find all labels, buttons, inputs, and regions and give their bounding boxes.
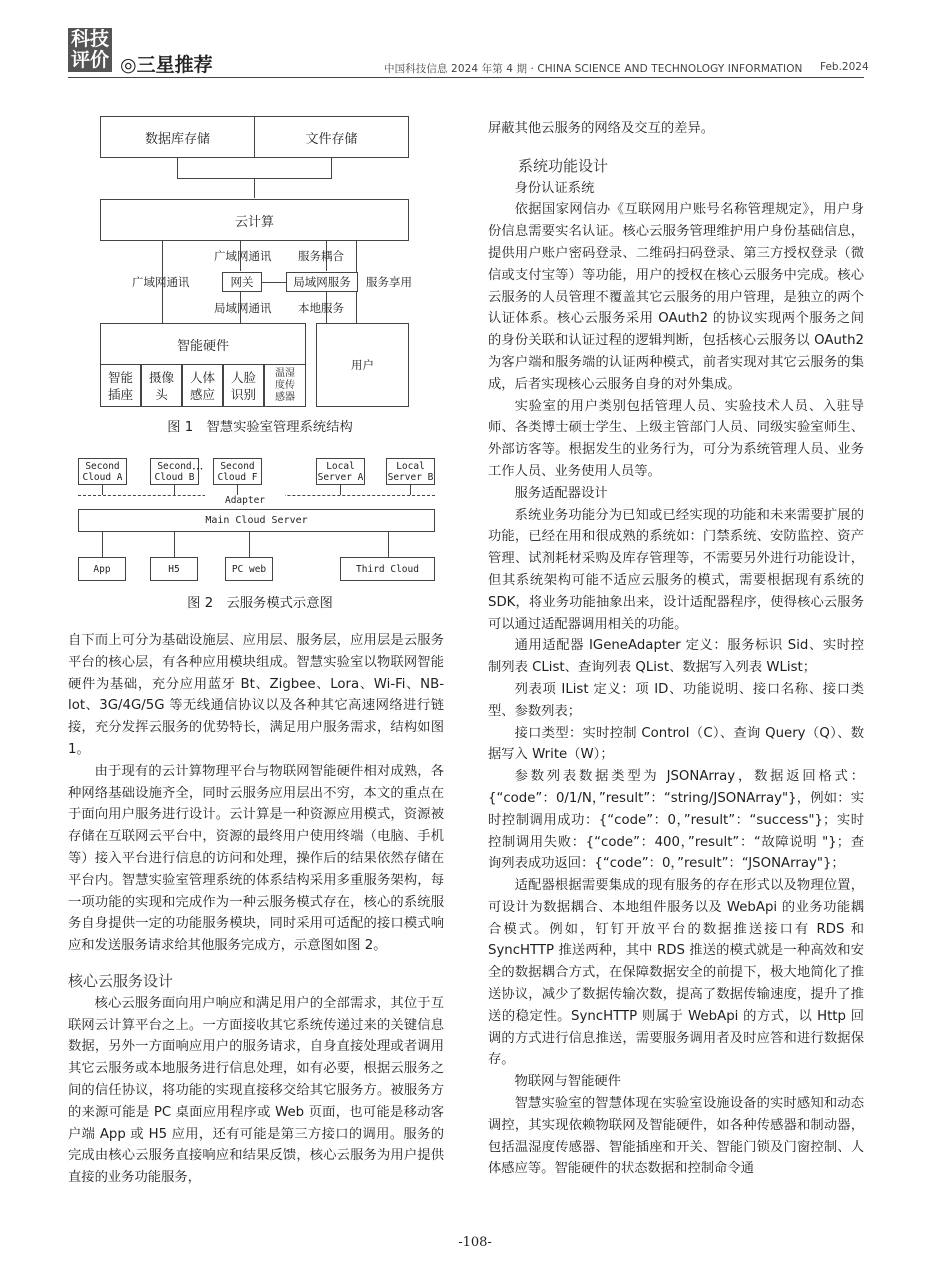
section-heading: 系统功能设计 [518,156,609,175]
device-box: 智能 插座 [100,364,141,407]
cloud-box: Local Server B [386,458,435,485]
paragraph: 系统业务功能分为已知或已经实现的功能和未来需要扩展的功能，已经在用和很成熟的系统如：门禁系统、安防监控、资产管理、试剂耗材采购及库存管理等，不需要另外进行功能设计，但其系统架构可能不适应云服务的模式，需要根据现有系统的 SDK，将业务功能抽象出来，设计适配器程序，使得核心云服务可以通过适配器调用相关的功能。 [488,507,864,632]
logo-line1: 科技 [70,28,109,50]
paragraph: 参数列表数据类型为 JSONArray，数据返回格式：{“code”：0/1/N，”result”：“string/JSONArray"}，例如：实时控制调用成功：{“code”：0，”result”：“success"}；实时控制调用失败：{“code”：400，”result”：“故障说明 "}；查询列表成功返回：{“code”：0，”result”：“JSONArray"}； [488,769,864,872]
cloud-box: Second Cloud F [213,458,262,485]
client-box: PC web [225,557,273,581]
ellipsis: ··· [192,462,204,476]
connector [249,532,250,557]
service-share-label: 服务享用 [366,275,412,289]
lan-comm-label: 局域网通讯 [214,301,272,315]
paragraph: 接口类型：实时控制 Control（C）、查询 Query（Q）、数据写入 Write（W）； [488,725,864,763]
logo-line2: 评价 [70,49,109,71]
paragraph: 核心云服务面向用户响应和满足用户的全部需求，其位于互联网云计算平台之上。一方面接收其它系统传递过来的关键信息数据，另外一方面响应用户的服务请求，自身直接处理或者调用其它云服务或本地服务进行信息处理，如有必要，根据云服务之间的信任协议，将功能的实现直接移交给其它服务方。被服务方的来源可能是 PC 桌面应用程序或 Web 页面，也可能是移动客户端 App 或 H5 应用，还有可能是第三方接口的调用。服务的完成由核心云服务直接响应和结果反馈，核心云服务为用户提供直接的业务功能服务， [68,995,444,1186]
file-storage-box: 文件存储 [254,116,409,158]
subsection-heading: 物联网与智能硬件 [514,1074,621,1090]
paragraph: 列表项 IList 定义：项 ID、功能说明、接口名称、接口类型、参数列表； [488,681,864,719]
connector [237,485,238,495]
paragraph: 实验室的用户类别包括管理人员、实验技术人员、入驻导师、各类博士硕士学生、上级主管部门人员、同级实验室师生、外部访客等。根据发生的业务行为，可分为系统管理人员、业务工作人员、业务使用人员等。 [488,398,864,479]
user-box: 用户 [316,323,409,407]
paragraph: 适配器根据需要集成的现有服务的存在形式以及物理位置，可设计为数据耦合、本地组件服务以及 WebApi 的业务功能耦合模式。例如，钉钉开放平台的数据推送接口有 RDS 和 SyncHTTP 推送两种，其中 RDS 推送的模式就是一种高效和安全的数据耦合方式，在保障数据安全的前提下，极大地简化了推送协议，减少了数据传输次数，提高了数据传输速度，提升了推送的稳定性。SyncHTTP 则属于 WebApi 的方式，以 Http 回调的方式进行信息推送，需要服务调用者及时应答和进行数据保存。 [488,878,864,1068]
service-coupling-label: 服务耦合 [298,249,344,263]
figure1-diagram [90,108,430,413]
section-heading: 核心云服务设计 [68,971,174,990]
device-box: 摄像 头 [141,364,182,407]
connector [177,158,178,178]
journal-name: 中国科技信息 2024 年第 4 期 · CHINA SCIENCE AND TECHNOLOGY INFORMATION [384,63,803,75]
connector [102,532,103,557]
paragraph: 由于现有的云计算物理平台与物联网智能硬件相对成熟，各种网络基础设施齐全，同时云服务应用层出不穷，本文的重点在于面向用户服务进行设计。云计算是一种资源应用模式，资源被存储在互联网云平台中，资源的最终用户使用终端（电脑、手机等）接入平台进行信息的访问和处理，操作后的结果依然存储在平台内。智慧实验室管理系统的体系结构采用多重服务架构，每一项功能的实现和完成作为一种云服务模式存在，核心的系统服务自身提供一定的功能服务模块，同时采用可适配的接口模式响应和发送服务请求给其他服务完成方，示意图如图 2。 [68,763,444,954]
cloud-box: Second Cloud A [78,458,127,485]
cloud-box: Local Server A [316,458,365,485]
figure1-caption: 图 1 智慧实验室管理系统结构 [167,420,353,435]
paragraph: 依据国家网信办《互联网用户账号名称管理规定》，用户身份信息需要实名认证。核心云服务管理维护用户身份基础信息，提供用户账户密码登录、二维码扫码登录、第三方授权登录（微信或支付宝等）等功能，用户的授权在核心云服务中完成。核心云服务的人员管理不覆盖其它云服务的用户管理，是独立的两个认证体系。核心云服务采用 OAuth2 的协议实现两个服务之间的身份关联和认证过程的逻辑判断，包括核心云服务以 OAuth2 为客户端和服务端的认证两种模式，前者实现对其它云服务的集成，后者实现核心云服务自身的对外集成。 [488,202,864,392]
connector [331,158,332,178]
connector [174,532,175,557]
main-cloud-server-box: Main Cloud Server [78,509,435,532]
connector [262,282,286,283]
cloud-computing-box: 云计算 [100,199,409,241]
figure2-diagram [70,455,450,595]
paragraph: 屏蔽其他云服务的网络及交互的差异。 [488,121,715,136]
adapter-label: Adapter [205,495,285,506]
figure2-caption: 图 2 云服务模式示意图 [187,596,333,611]
wan-comm-left-label: 广域网通讯 [132,275,190,289]
page-number: -108- [458,1235,492,1250]
paragraph: 智慧实验室的智慧体现在实验室设施设备的实时感知和动态调控，其实现依赖物联网及智能硬件，如各种传感器和制动器，包括温湿度传感器、智能插座和开关、智能门锁及门窗控制、人体感应等。智能硬件的状态数据和控制命令通 [488,1096,864,1177]
connector [102,485,103,495]
lan-service-box: 局域网服务 [286,272,358,292]
right-column [488,118,864,1180]
header-divider [68,77,864,78]
connector [174,485,175,495]
smart-hardware-box: 智能硬件 [100,323,306,365]
client-box: App [78,557,126,581]
connector [254,178,255,198]
subsection-heading: 服务适配器设计 [514,485,608,501]
connector [340,485,341,495]
cloud-box: Second Cloud B [150,458,199,485]
client-box: Third Cloud [340,557,435,581]
device-box: 人体 感应 [182,364,223,407]
device-box: 温湿 度传 感器 [264,364,306,407]
left-column [68,630,444,1189]
subsection-heading: 身份认证系统 [514,180,595,196]
connector [410,485,411,495]
paragraph: 自下而上可分为基础设施层、应用层、服务层，应用层是云服务平台的核心层，有各种应用模块组成。智慧实验室以物联网智能硬件为基础，充分应用蓝牙 Bt、Zigbee、Lora、Wi-Fi、NB-lot、3G/4G/5G 等无线通信协议以及各种其它高速网络进行链接，充分发挥云服务的优势特长，满足用户服务需求，结构如图 1。 [68,633,444,757]
db-storage-box: 数据库存储 [100,116,255,158]
wan-comm-label: 广域网通讯 [214,249,272,263]
local-service-label: 本地服务 [298,301,344,315]
gateway-box: 网关 [222,272,262,292]
journal-logo [68,28,112,72]
section-title: ◎三星推荐 [120,54,213,76]
paragraph: 通用适配器 IGeneAdapter 定义：服务标识 Sid、实时控制列表 CList、查询列表 QList、数据写入列表 WList； [488,638,864,676]
connector [388,532,389,557]
client-box: H5 [150,557,198,581]
issue-date: Feb.2024 [820,61,869,73]
device-box: 人脸 识别 [223,364,264,407]
